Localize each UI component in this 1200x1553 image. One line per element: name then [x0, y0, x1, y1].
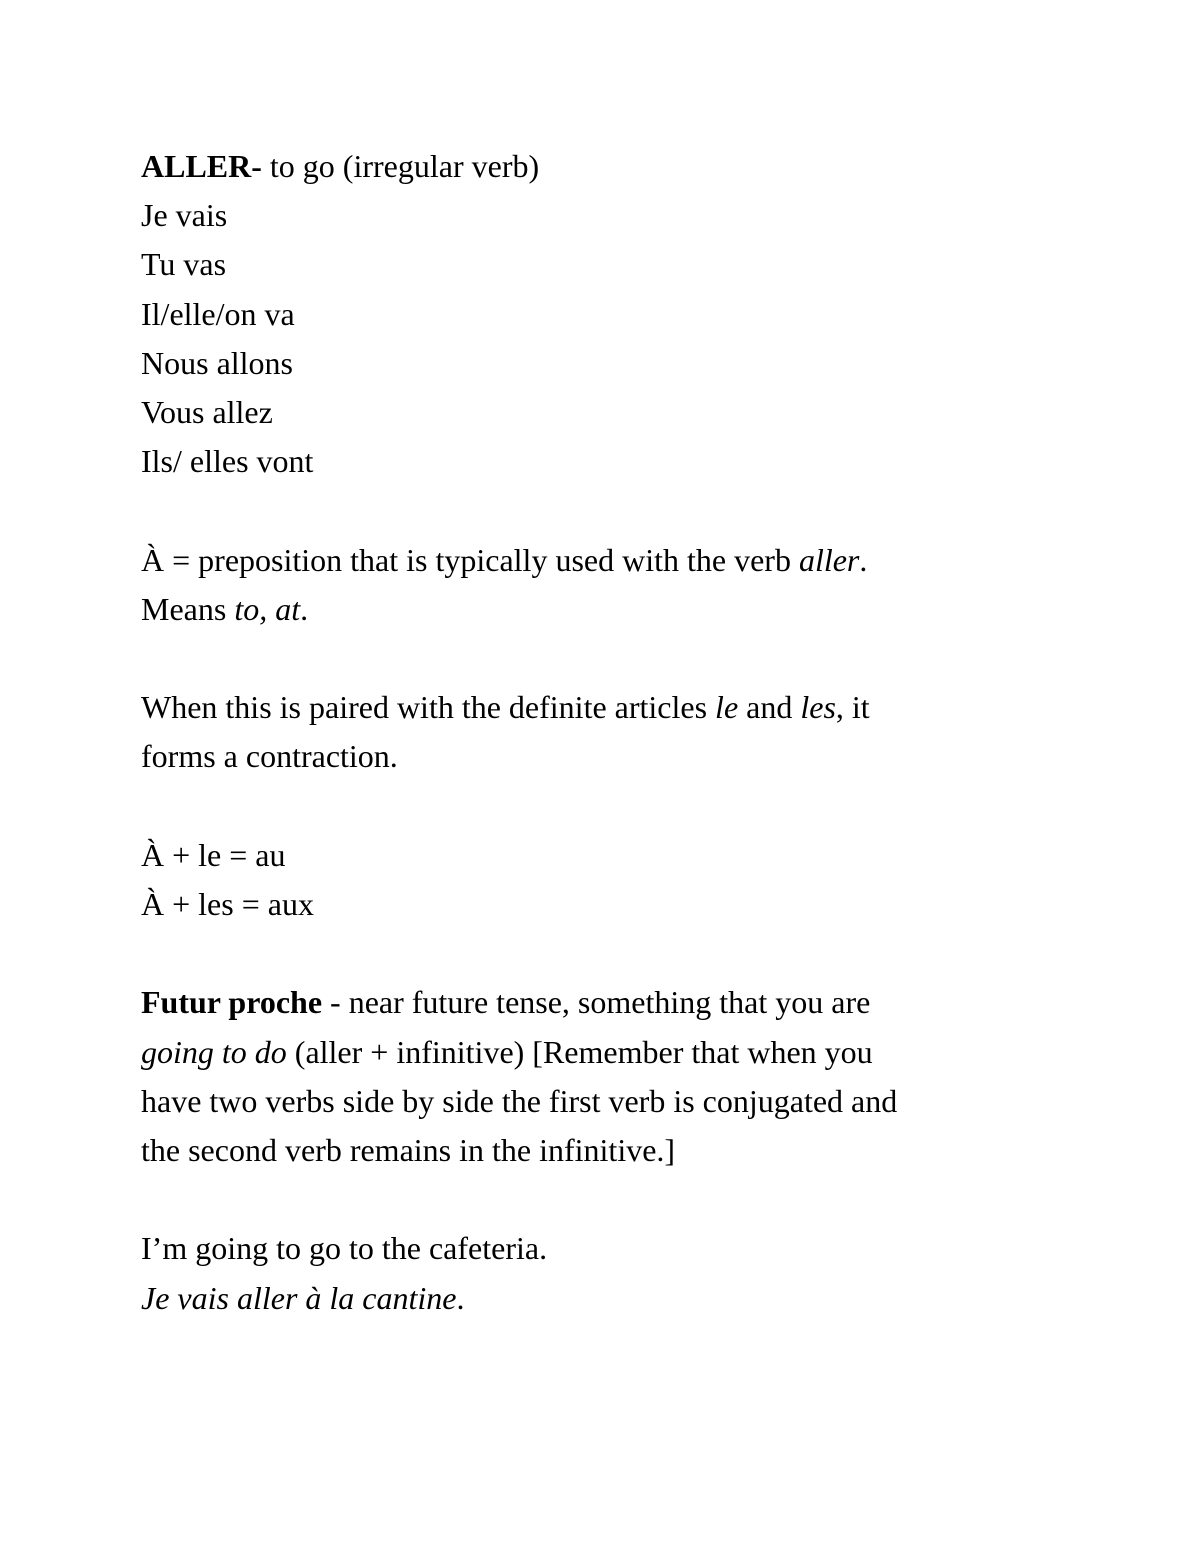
document-body [141, 142, 1041, 1323]
contraction-text: When this is paired with the definite articles [141, 689, 716, 726]
conjugation-tu: Tu vas [141, 246, 227, 283]
futur-heading-bold: Futur proche [141, 984, 323, 1021]
les-italic: les [800, 689, 836, 726]
spacer [141, 634, 1041, 683]
aller-heading [141, 142, 1041, 191]
spacer [141, 782, 1041, 831]
contraction-line-2: forms a contraction. [141, 738, 398, 775]
futur-line-1-rest: - near future tense, something that you are [322, 984, 871, 1021]
spacer [141, 486, 1041, 535]
example-english: I’m going to go to the cafeteria. [141, 1230, 548, 1267]
spacer [141, 1175, 1041, 1224]
conjugation-il-elle-on: Il/elle/on va [141, 295, 295, 332]
example-french [141, 1274, 1041, 1323]
conjugation-vous: Vous allez [141, 394, 273, 431]
futur-line-2 [141, 1028, 1041, 1077]
contraction-line-1 [141, 683, 1041, 732]
futur-line-3: have two verbs side by side the first verb is conjugated and [141, 1082, 898, 1119]
aller-heading-bold: ALLER- [141, 148, 262, 184]
le-italic: le [715, 689, 739, 726]
preposition-line-2 [141, 585, 1041, 634]
to-at-italic: to, at [234, 590, 301, 627]
futur-line-2-rest: (aller + infinitive) [Remember that when you [286, 1033, 873, 1070]
contraction-line-end: , it [835, 689, 870, 726]
contraction-rule-aux: À + les = aux [141, 886, 314, 922]
and-text: and [738, 689, 801, 726]
aller-heading-rest: to go (irregular verb) [261, 148, 540, 184]
preposition-line-1 [141, 536, 1041, 585]
contraction-rule-au: À + le = au [141, 836, 286, 873]
means-text: Means [141, 590, 235, 627]
preposition-period: . [859, 541, 868, 578]
futur-line-1 [141, 978, 1041, 1027]
example-french-italic: Je vais aller à la cantine [141, 1279, 457, 1316]
preposition-text: À = preposition that is typically used with the verb [141, 541, 799, 578]
aller-italic: aller [798, 541, 860, 578]
conjugation-ils-elles: Ils/ elles vont [141, 443, 314, 480]
conjugation-je: Je vais [141, 197, 228, 234]
going-to-do-italic: going to do [141, 1033, 287, 1070]
conjugation-nous: Nous allons [141, 344, 293, 381]
means-period: . [300, 590, 309, 627]
spacer [141, 929, 1041, 978]
example-french-period: . [456, 1279, 465, 1316]
futur-line-4: the second verb remains in the infinitive.] [141, 1132, 676, 1168]
